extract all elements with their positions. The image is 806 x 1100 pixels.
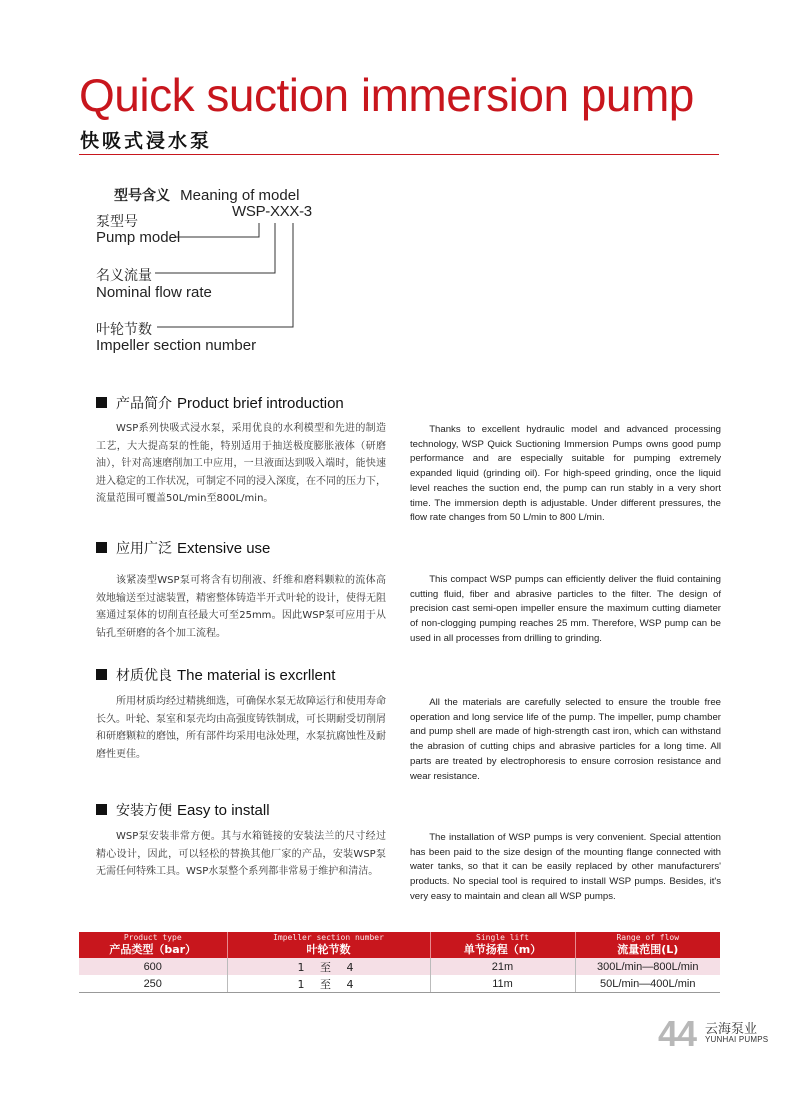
table-cell: 21m bbox=[430, 958, 575, 975]
section-intro-text-cn: WSP系列快吸式浸水泵，采用优良的水利模型和先进的制造工艺，大大提高泵的性能，特别适用于抽送极度膨胀液体（研磨油），针对高速磨削加工中应用，一旦液面达到吸入端时，能快速进入稳定的工作状况，可制定不同的浸入深度，在不同的压力下，流量范围可覆盖50L/min至800L/min。 bbox=[96, 423, 386, 505]
model-heading-en: Meaning of model bbox=[180, 187, 300, 204]
model-item-impeller-en: Impeller section number bbox=[96, 337, 257, 354]
col-header-single-lift: Single lift 单节扬程（m） bbox=[430, 932, 575, 958]
model-item-flow-rate-en: Nominal flow rate bbox=[96, 284, 212, 301]
model-item-pump-model-en: Pump model bbox=[96, 229, 181, 246]
table-row bbox=[79, 975, 720, 993]
table-cell: 11m bbox=[430, 975, 575, 993]
section-heading-intro-en: Product brief introduction bbox=[177, 395, 344, 412]
col-header-flow-range: Range of flow 流量范围(L) bbox=[575, 932, 720, 958]
bullet-square-icon bbox=[96, 397, 107, 408]
section-heading-use-cn: 应用广泛 bbox=[116, 541, 172, 557]
model-item-flow-rate-cn: 名义流量 bbox=[96, 268, 152, 284]
model-meaning-diagram bbox=[0, 0, 806, 360]
section-intro-text-en: Thanks to excellent hydraulic model and advanced processing technology, WSP Quick Suctioning Immersion Pumps owns good pump performance and are especially suitable for pumping extremely expanded liquid (grinding oil). For high-speed grinding, once the liquid level reaches the suction end, the pump can run stably in a very short time. The immersion depth is adjustable. Under different pressures, the flow rate changes from 50 L/min to 800 L/min. bbox=[410, 424, 721, 524]
bullet-square-icon bbox=[96, 804, 107, 815]
section-heading-material bbox=[96, 665, 335, 685]
col-header-product-type: Product type 产品类型（bar） bbox=[79, 932, 227, 958]
table-cell: 50L/min—400L/min bbox=[575, 975, 720, 993]
bullet-square-icon bbox=[96, 542, 107, 553]
section-heading-install-cn: 安装方便 bbox=[116, 803, 172, 819]
section-use-text-en: This compact WSP pumps can efficiently deliver the fluid containing cutting fluid, fiber and abrasive particles to the filter. The design of precision cast semi-open impeller ensure the maximum cutting diameter of non-clogging pumping reaches 25 mm. Therefore, WSP pump can be used in all processes from drilling to grinding. bbox=[410, 574, 721, 644]
section-use-text-cn: 该紧凑型WSP泵可将含有切削液、纤维和磨料颗粒的流体高效地输送至过滤装置，精密整体铸造半开式叶轮的设计，使得无阻塞通过泵体的切削直径最大可至25mm。因此WSP泵可应用于从钻孔至研磨的各个加工流程。 bbox=[96, 575, 386, 639]
table-cell: 250 bbox=[79, 975, 227, 993]
brand-name-cn: 云海泵业 bbox=[705, 1022, 758, 1037]
table-cell: 1 至 4 bbox=[227, 958, 430, 975]
section-heading-use-en: Extensive use bbox=[177, 540, 271, 557]
section-install-text-en: The installation of WSP pumps is very convenient. Special attention has been paid to the size design of the mounting flange connected with water tanks, so that it can be easily replaced by other manufacturers' products. No special tool is required to install WSP pumps. Besides, it's very easy to maintain and clean all WSP pumps. bbox=[410, 832, 721, 902]
model-code: WSP-XXX-3 bbox=[232, 203, 312, 220]
brand-name-en: YUNHAI PUMPS bbox=[705, 1035, 769, 1044]
section-heading-material-cn: 材质优良 bbox=[116, 668, 172, 684]
section-heading-use bbox=[96, 538, 270, 558]
page-subtitle-cn: 快吸式浸水泵 bbox=[80, 130, 213, 152]
table-cell: 1 至 4 bbox=[227, 975, 430, 993]
section-material-text-en: All the materials are carefully selected to ensure the trouble free operation and long service life of the pump. The impeller, pump chamber and pump shell are made of high-strength cast iron, which can withstand the abrasion of cutting chips and abrasive particles for a long time. All parts are treated by electrophoresis to ensure corrosion resistance and wear resistance. bbox=[410, 697, 721, 782]
page-number: 44 bbox=[658, 1013, 697, 1054]
section-heading-intro bbox=[96, 393, 344, 413]
table-row bbox=[79, 958, 720, 975]
model-item-pump-model-cn: 泵型号 bbox=[96, 214, 138, 230]
section-heading-intro-cn: 产品简介 bbox=[116, 396, 172, 412]
spec-table bbox=[79, 932, 720, 993]
section-heading-install bbox=[96, 800, 270, 820]
section-install-text-cn: WSP泵安装非常方便。其与水箱链接的安装法兰的尺寸经过精心设计，因此，可以轻松的替换其他厂家的产品，安装WSP泵无需任何特殊工具。WSP水泵整个系列都非常易于维护和清洁。 bbox=[96, 831, 386, 878]
bullet-square-icon bbox=[96, 669, 107, 680]
page-title: Quick suction immersion pump bbox=[79, 69, 694, 121]
model-item-impeller-cn: 叶轮节数 bbox=[96, 322, 152, 338]
section-heading-material-en: The material is excrllent bbox=[177, 667, 336, 684]
table-cell: 300L/min—800L/min bbox=[575, 958, 720, 975]
model-heading-cn: 型号含义 bbox=[114, 188, 170, 204]
section-heading-install-en: Easy to install bbox=[177, 802, 270, 819]
section-material-text-cn: 所用材质均经过精挑细选，可确保水泵无故障运行和使用寿命长久。叶轮、泵室和泵壳均由高强度铸铁制成，可长期耐受切削屑和研磨颗粒的磨蚀，所有部件均采用电泳处理，水泵抗腐蚀性及耐磨性更佳。 bbox=[96, 696, 386, 760]
table-cell: 600 bbox=[79, 958, 227, 975]
model-connector-lines bbox=[0, 0, 806, 360]
table-header-row bbox=[79, 932, 720, 958]
col-header-impeller: Impeller section number 叶轮节数 bbox=[227, 932, 430, 958]
